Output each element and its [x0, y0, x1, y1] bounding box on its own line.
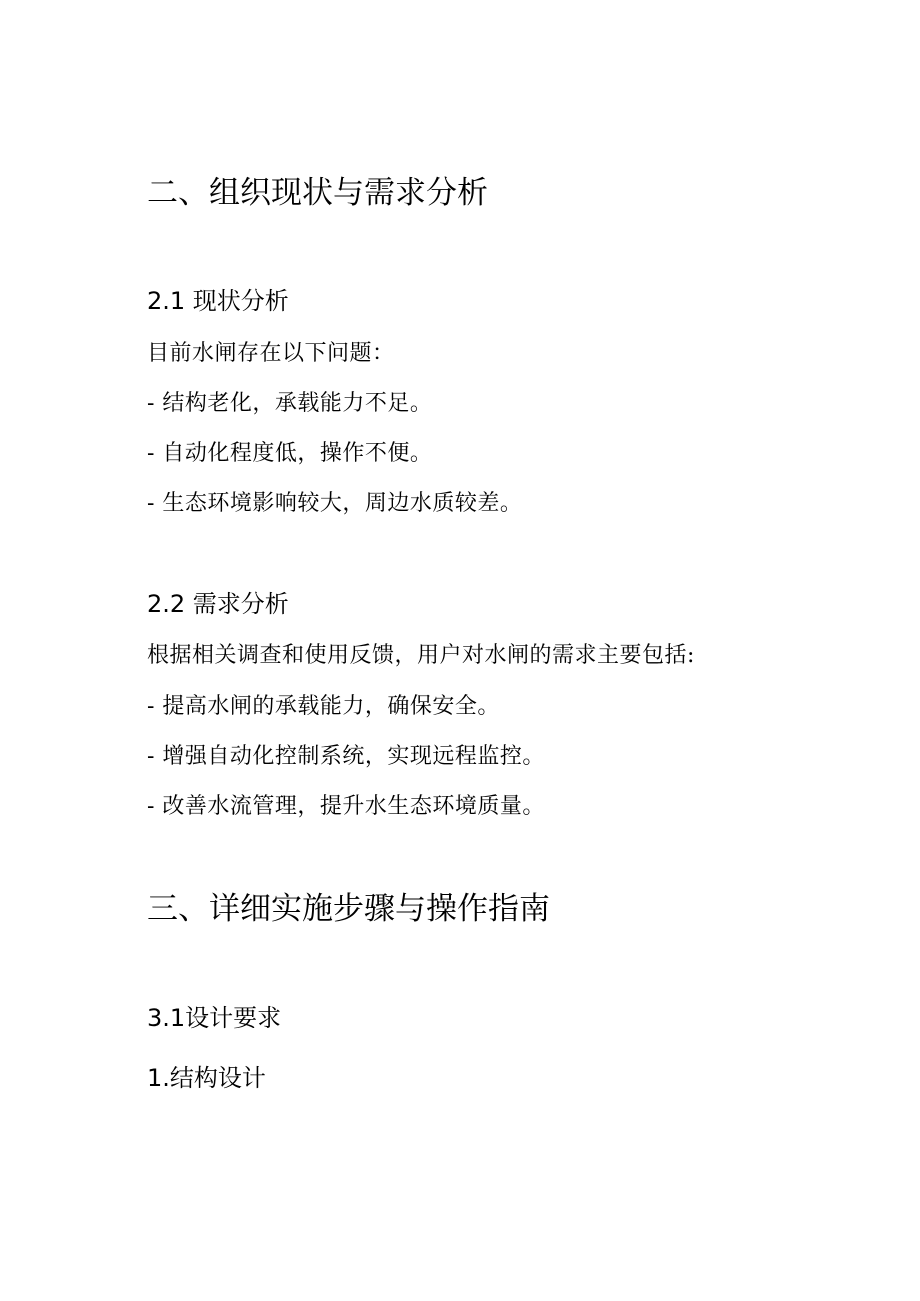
section-3-heading: 三、详细实施步骤与操作指南: [147, 891, 550, 927]
list-item: - 结构老化，承载能力不足。: [147, 391, 433, 416]
list-item: - 自动化程度低，操作不便。: [147, 441, 433, 466]
section-2-heading: 二、组织现状与需求分析: [147, 175, 488, 211]
list-item: - 生态环境影响较大，周边水质较差。: [147, 491, 523, 516]
paragraph-2-2-intro: 根据相关调查和使用反馈，用户对水闸的需求主要包括:: [147, 643, 695, 668]
list-item: - 改善水流管理，提升水生态环境质量。: [147, 794, 545, 819]
item-structure-design: 1.结构设计: [147, 1064, 266, 1092]
subsection-3-1-heading: 3.1设计要求: [147, 1004, 282, 1032]
subsection-2-2-heading: 2.2 需求分析: [147, 590, 289, 618]
list-item: - 提高水闸的承载能力，确保安全。: [147, 694, 500, 719]
subsection-2-1-heading: 2.1 现状分析: [147, 287, 289, 315]
list-item: - 增强自动化控制系统，实现远程监控。: [147, 744, 545, 769]
paragraph-2-1-intro: 目前水闸存在以下问题：: [147, 341, 395, 366]
